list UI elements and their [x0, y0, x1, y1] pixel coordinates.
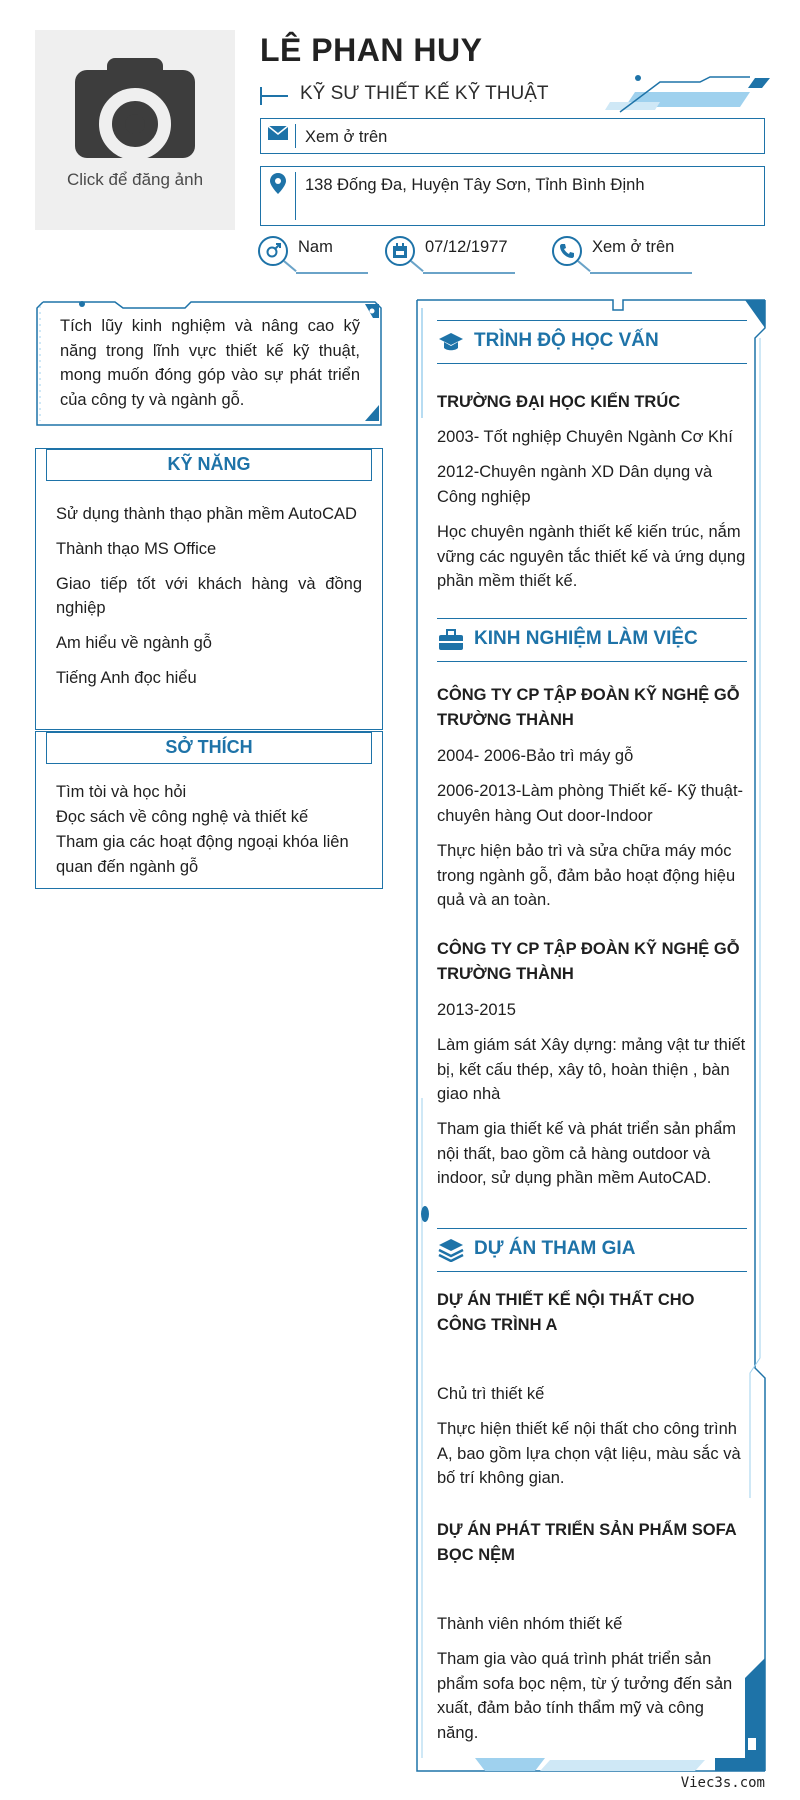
header-decoration: [600, 72, 770, 117]
job-company: CÔNG TY CP TẬP ĐOÀN KỸ NGHỆ GỖ TRƯỜNG THÀNH: [437, 686, 740, 729]
skills-heading: KỸ NĂNG: [46, 449, 372, 481]
email-row: [260, 118, 765, 154]
skill-item: Sử dụng thành thạo phần mềm AutoCAD: [56, 505, 357, 523]
location-pin-icon: [261, 167, 295, 225]
job-company: CÔNG TY CP TẬP ĐOÀN KỸ NGHỆ GỖ TRƯỜNG THÀNH: [437, 940, 740, 983]
project-desc: Thực hiện thiết kế nội thất cho công trình A, bao gồm lựa chọn vật liệu, màu sắc và bố trí không gian.: [437, 1420, 741, 1487]
email-value: Xem ở trên: [305, 128, 388, 146]
job-line: 2013-2015: [437, 1001, 516, 1019]
address-value: 138 Đống Đa, Huyện Tây Sơn, Tỉnh Bình Định: [305, 176, 645, 194]
project-role: Chủ trì thiết kế: [437, 1385, 545, 1403]
photo-caption: Click để đăng ảnh: [66, 170, 204, 189]
projects-heading: DỰ ÁN THAM GIA: [474, 1238, 636, 1259]
job-line: 2006-2013-Làm phòng Thiết kế- Kỹ thuật- chuyên hàng Out door-Indoor: [437, 782, 744, 825]
hobby-item: Tìm tòi và học hỏi: [56, 783, 187, 801]
education-line: 2012-Chuyên ngành XD Dân dụng và Công nghiệp: [437, 463, 713, 506]
birthday-value: 07/12/1977: [425, 238, 508, 256]
job-title: KỸ SƯ THIẾT KẾ KỸ THUẬT: [300, 83, 549, 104]
job-line: Tham gia thiết kế và phát triển sản phẩm nội thất, bao gồm cả hàng outdoor và indoor, sử dụng phần mềm AutoCAD.: [437, 1120, 736, 1187]
education-school: TRƯỜNG ĐẠI HỌC KIẾN TRÚC: [437, 393, 681, 411]
candidate-name: LÊ PHAN HUY: [260, 32, 483, 68]
avatar-upload[interactable]: [35, 30, 235, 230]
graduation-cap-icon: [437, 329, 465, 355]
skill-item: Giao tiếp tốt với khách hàng và đồng nghiệp: [56, 575, 362, 617]
skill-item: Tiếng Anh đọc hiểu: [56, 669, 197, 687]
phone-value: Xem ở trên: [592, 238, 675, 256]
job-line: 2004- 2006-Bảo trì máy gỗ: [437, 747, 634, 765]
gender-value: Nam: [298, 238, 333, 256]
education-section-header: [437, 320, 747, 364]
experience-heading: KINH NGHIỆM LÀM VIỆC: [474, 628, 698, 649]
hobbies-panel: [35, 731, 383, 889]
birthday-item: [385, 236, 515, 276]
layers-icon: [437, 1237, 465, 1263]
objective-text: Tích lũy kinh nghiệm và nâng cao kỹ năng trong lĩnh vực thiết kế kỹ thuật, mong muốn đóng góp vào sự phát triển của công ty và ngành gỗ.: [60, 317, 360, 409]
hobby-item: Tham gia các hoạt động ngoại khóa liên quan đến ngành gỗ: [56, 833, 349, 876]
skill-item: Am hiểu về ngành gỗ: [56, 634, 212, 652]
hobby-item: Đọc sách về công nghệ và thiết kế: [56, 808, 309, 826]
gender-item: [258, 236, 368, 276]
project-desc: Tham gia vào quá trình phát triển sản phẩm sofa bọc nệm, từ ý tưởng đến sản xuất, đảm bảo tính thẩm mỹ và công năng.: [437, 1650, 733, 1742]
projects-section-header: [437, 1228, 747, 1272]
skill-item: Thành thạo MS Office: [56, 540, 217, 558]
mail-icon: [261, 119, 295, 153]
phone-item: [552, 236, 692, 276]
title-decor-line: [260, 95, 288, 97]
project-name: DỰ ÁN THIẾT KẾ NỘI THẤT CHO CÔNG TRÌNH A: [437, 1291, 695, 1334]
education-line: Học chuyên ngành thiết kế kiến trúc, nắm vững các nguyên tắc thiết kế và ứng dụng phần mềm thiết kế.: [437, 523, 746, 590]
footer-watermark[interactable]: Viec3s.com: [680, 1775, 765, 1791]
briefcase-icon: [437, 627, 465, 653]
hobbies-heading: SỞ THÍCH: [46, 732, 372, 764]
education-heading: TRÌNH ĐỘ HỌC VẤN: [474, 330, 659, 351]
skills-panel: [35, 448, 383, 730]
education-line: 2003- Tốt nghiệp Chuyên Ngành Cơ Khí: [437, 428, 733, 446]
job-line: Thực hiện bảo trì và sửa chữa máy móc trong ngành gỗ, đảm bảo hoạt động hiệu quả và an toàn.: [437, 842, 736, 909]
experience-section-header: [437, 618, 747, 662]
camera-icon-lens: [99, 88, 171, 160]
career-objective: [35, 300, 383, 427]
job-line: Làm giám sát Xây dựng: mảng vật tư thiết bị, kết cấu thép, xây tô, hoàn thiện , bàn giao nhà: [437, 1036, 746, 1103]
address-row: [260, 166, 765, 226]
project-role: Thành viên nhóm thiết kế: [437, 1615, 623, 1633]
project-name: DỰ ÁN PHÁT TRIỂN SẢN PHẨM SOFA BỌC NỆM: [437, 1521, 737, 1564]
